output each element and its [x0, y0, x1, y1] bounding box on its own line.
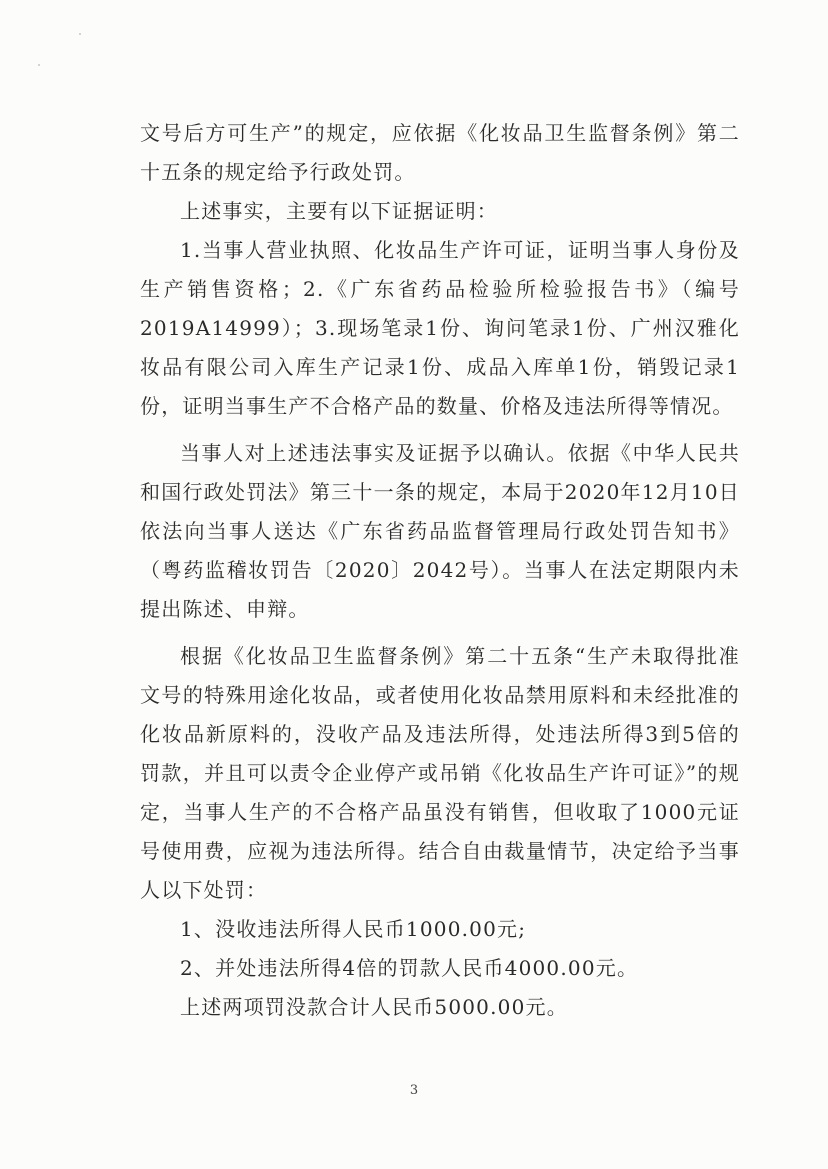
- penalty-item-2: 2、并处违法所得4倍的罚款人民币4000.00元。: [180, 956, 639, 980]
- penalty-item-1: 1、没收违法所得人民币1000.00元;: [180, 917, 527, 941]
- scan-speck: [79, 33, 81, 35]
- paragraph-continuation: 文号后方可生产”的规定，应依据《化妆品卫生监督条例》第二十五条的规定给予行政处罚。: [140, 121, 740, 184]
- penalty-total: 上述两项罚没款合计人民币5000.00元。: [180, 995, 568, 1019]
- page-number: 3: [409, 1083, 419, 1098]
- scan-speck: [38, 64, 40, 66]
- paragraph-confirmation: 当事人对上述违法事实及证据予以确认。依据《中华人民共和国行政处罚法》第三十一条的规定，本局于2020年12月10日依法向当事人送达《广东省药品监督管理局行政处罚告知书》（粤药监稽妆罚告〔2020〕2042号）。当事人在法定期限内未提出陈述、申辩。: [140, 441, 740, 621]
- paragraph-evidence-list: 1.当事人营业执照、化妆品生产许可证，证明当事人身份及生产销售资格；2.《广东省药品检验所检验报告书》（编号2019A14999）；3.现场笔录1份、询问笔录1份、广州汉雅化妆品有限公司入库生产记录1份、成品入库单1份，销毁记录1份，证明当事生产不合格产品的数量、价格及违法所得等情况。: [140, 238, 740, 418]
- paragraph-evidence-intro: 上述事实，主要有以下证据证明：: [180, 199, 498, 223]
- document-body: [140, 114, 740, 1027]
- paragraph-legal-basis: 根据《化妆品卫生监督条例》第二十五条“生产未取得批准文号的特殊用途化妆品，或者使用化妆品禁用原料和未经批准的化妆品新原料的，没收产品及违法所得，处违法所得3到5倍的罚款，并且可以责令企业停产或吊销《化妆品生产许可证》”的规定，当事人生产的不合格产品虽没有销售，但收取了1000元证号使用费，应视为违法所得。结合自由裁量情节，决定给予当事人以下处罚：: [140, 644, 740, 902]
